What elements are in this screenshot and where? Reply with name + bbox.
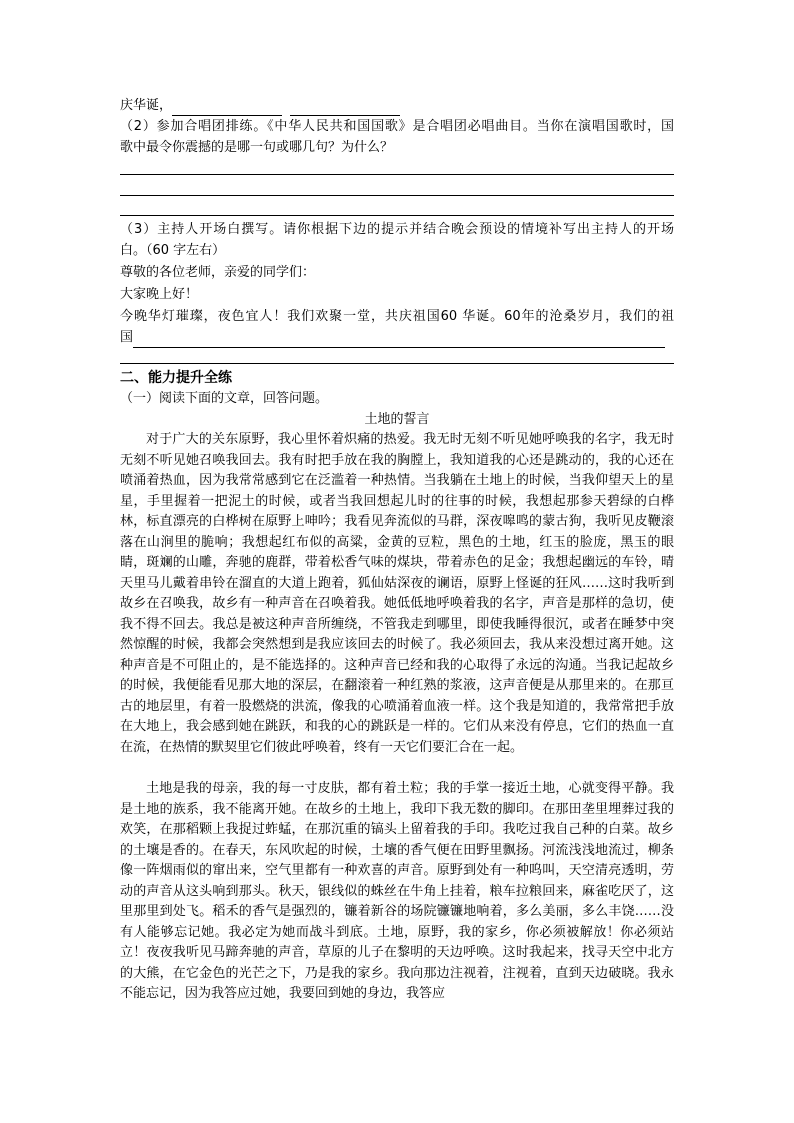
answer-rule[interactable]	[120, 215, 674, 216]
answer-blank[interactable]	[172, 101, 282, 116]
answer-blank[interactable]	[133, 333, 665, 348]
article-paragraph-2: 土地是我的母亲，我的每一寸皮肤，都有着土粒；我的手掌一接近土地，心就变得平静。我是土地的族系，我不能离开她。在故乡的土地上，我印下我无数的脚印。在那田垄里埋葬过我的欢笑，在那稻颗上我捉过蚱蜢，在那沉重的镐头上留着我的手印。我吃过我自己种的白菜。故乡的土壤是香的。在春天，东风吹起的时候，土壤的香气便在田野里飘扬。河流浅浅地流过，柳条像一阵烟雨似的窜出来，空气里都有一种欢喜的声音。原野到处有一种呜叫，天空清亮透明，劳动的声音从这头响到那头。秋天，银线似的蛛丝在牛角上挂着，粮车拉粮回来，麻雀吃厌了，这里那里到处飞。稻禾的香气是强烈的，镰着新谷的场院镰镰地响着，多么美丽，多么丰饶……没有人能够忘记她。我必定为她而战斗到底。土地，原野，我的家乡，你必须被解放！你必须站立！夜夜我听见马蹄奔驰的声音，草原的儿子在黎明的天边呼唤。这时我起来，找寻天空中北方的大熊，在它金色的光芒之下，乃是我的家乡。我向那边注视着，注视着，直到天边破晓。我永不能忘记，因为我答应过她，我要回到她的身边，我答应	[120, 781, 674, 1001]
q3-line-2: 白。（60 字左右）	[120, 243, 226, 258]
section-title: 二、能力提升全练	[120, 370, 232, 386]
q3-hello: 大家晚上好！	[120, 287, 199, 302]
q2-line-2: 歌中最令你震撼的是哪一句或哪几句？为什么？	[120, 140, 394, 155]
q1-tail-text: 庆华诞，	[120, 98, 173, 113]
q3-opening-line-2	[120, 328, 665, 348]
q2-line-1: （2）参加合唱团排练。《中华人民共和国国歌》是合唱团必唱曲目。当你在演唱国歌时，国	[120, 119, 674, 134]
q3-greeting: 尊敬的各位老师，亲爱的同学们：	[120, 265, 316, 280]
article-paragraph-1: 对于广大的关东原野，我心里怀着炽痛的热爱。我无时无刻不听见她呼唤我的名字，我无时无刻不听见她召唤我回去。我有时把手放在我的胸膛上，我知道我的心还是跳动的，我的心还在喷涌着热血，因为我常常感到它在泛滥着一种热情。当我躺在土地上的时候，当我仰望天上的星星，手里握着一把泥土的时候，或者当我回想起儿时的往事的时候，我想起那参天碧绿的白桦林，标直漂亮的白桦树在原野上呻吟；我看见奔流似的马群，深夜嗥鸣的蒙古狗，我听见皮鞭滚落在山涧里的脆响；我想起红布似的高粱，金黄的豆粒，黑色的土地，红玉的脸庞，黑玉的眼睛，斑斓的山雕，奔驰的鹿群，带着松香气味的煤块，带着赤色的足金；我想起幽远的车铃，晴天里马儿戴着串铃在溜直的大道上跑着，狐仙姑深夜的谰语，原野上怪诞的狂风……这时我听到故乡在召唤我，故乡有一种声音在召唤着我。她低低地呼唤着我的名字，声音是那样的急切，使我不得不回去。我总是被这种声音所缠绕，不管我走到哪里，即使我睡得很沉，或者在睡梦中突然惊醒的时候，我都会突然想到是我应该回去的时候了。我必须回去，我从来没想过离开她。这种声音是不可阻止的，是不能选择的。这种声音已经和我的心取得了永远的沟通。当我记起故乡的时候，我便能看见那大地的深层，在翻滚着一种红熟的浆液，这声音便是从那里来的。在那亘古的地层里，有着一股燃烧的洪流，像我的心喷涌着血液一样。这个我是知道的，我常常把手放在大地上，我会感到她在跳跃，和我的心的跳跃是一样的。它们从来没有停息，它们的热血一直在流，在热情的默契里它们彼此呼唤着，终有一天它们要汇合在一起。	[120, 432, 674, 755]
answer-blank[interactable]	[290, 101, 400, 116]
q1-answer-line	[120, 96, 400, 116]
q3-opening-line-1: 今晚华灯璀璨，夜色宜人！我们欢聚一堂，共庆祖国60 华诞。60年的沧桑岁月，我们的祖	[120, 309, 674, 324]
answer-rule[interactable]	[120, 363, 674, 364]
q3-opening-tail: 国	[120, 330, 134, 345]
q3-line-1: （3）主持人开场白撰写。请你根据下边的提示并结合晚会预设的情境补写出主持人的开场	[120, 222, 674, 237]
answer-rule[interactable]	[120, 195, 674, 196]
answer-rule[interactable]	[120, 174, 674, 175]
reading-instruction: （一）阅读下面的文章，回答问题。	[120, 391, 329, 406]
article-title: 土地的誓言	[364, 412, 430, 427]
